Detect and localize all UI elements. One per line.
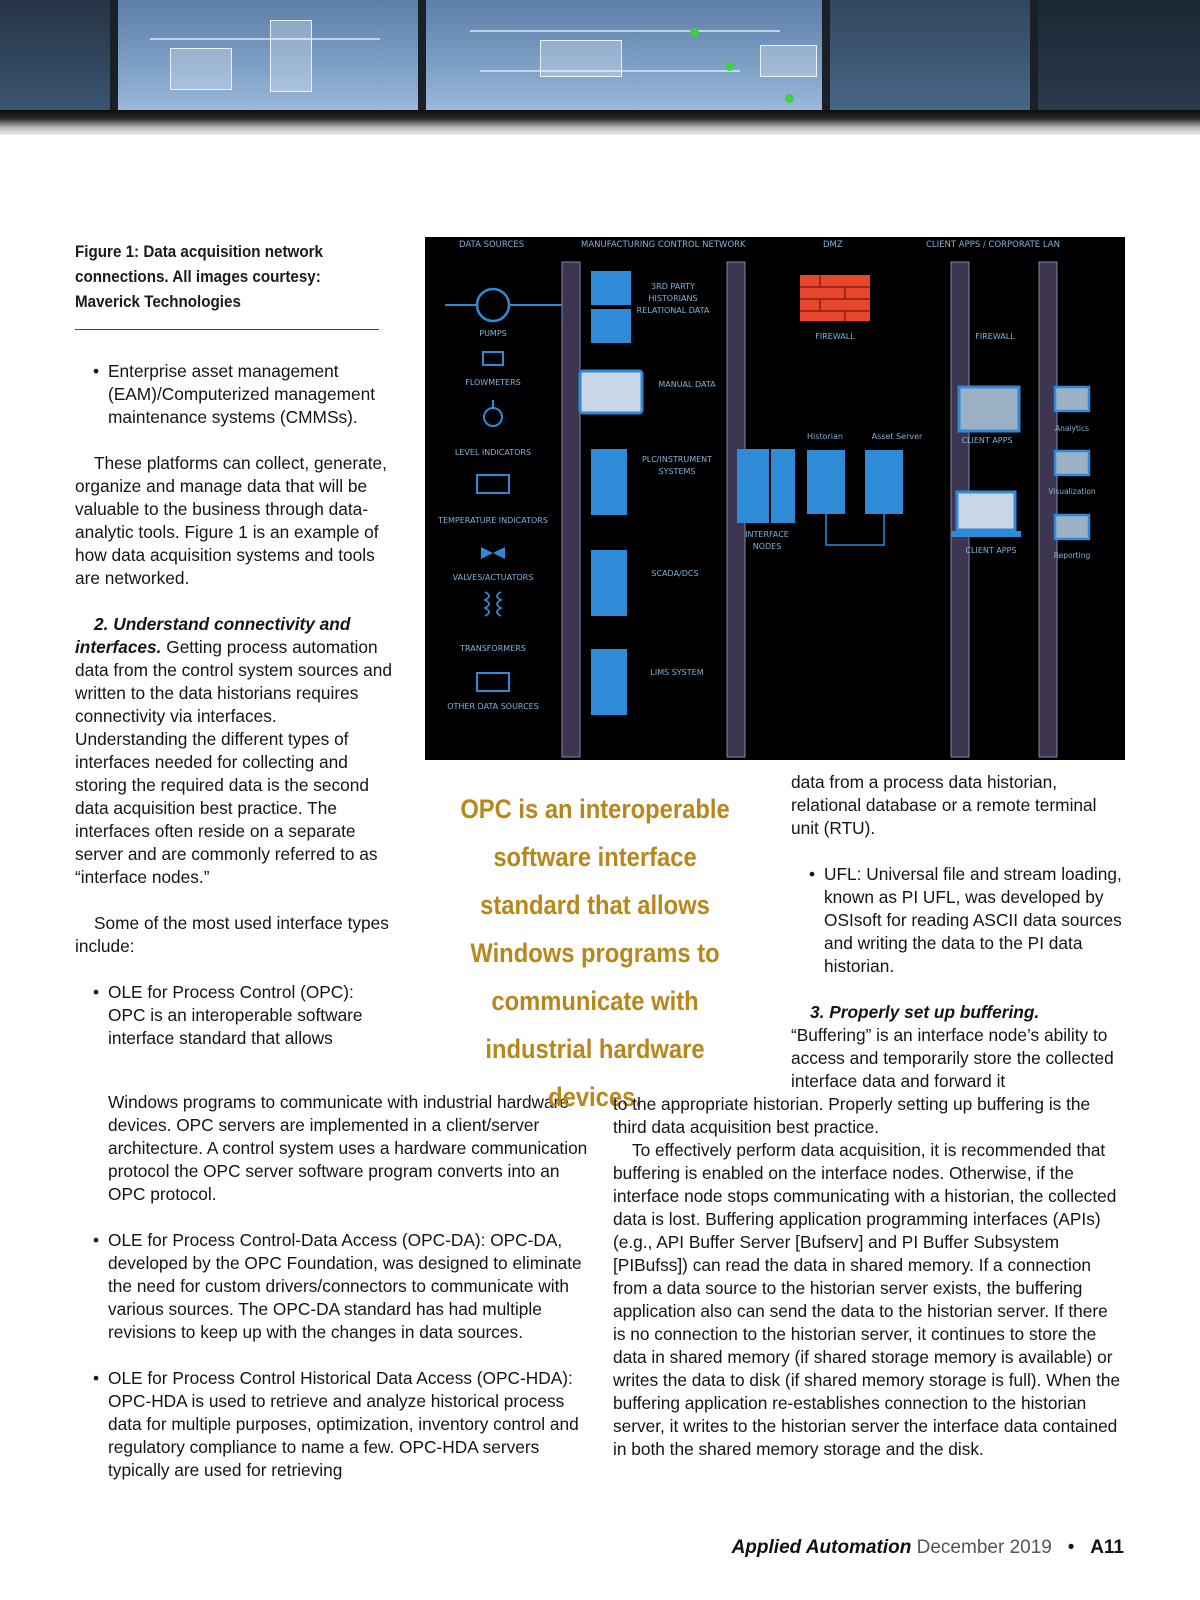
visualization-monitor-icon [1055,451,1089,475]
bullet-marker: • [93,982,100,1002]
bullet-opc-lead [75,981,393,1050]
historian-label: Historian [807,432,843,441]
bullet-marker: • [93,1368,100,1388]
source-label-level: LEVEL INDICATORS [454,448,532,457]
transformer-icon [485,592,501,616]
bullet-opc-hda-text: OLE for Process Control Historical Data Access (OPC-HDA): OPC-HDA is used to retrieve and analyze historical process data for multiple purposes, optimization, inventory control and regulatory compliance to name a few. OPC-HDA servers typically are used for retrieving [108,1368,579,1480]
step3-heading [791,1001,1126,1024]
plc-server-icon [591,449,627,515]
interface-node-rack-2 [771,449,795,523]
col-header-1: DATA SOURCES [459,240,525,250]
bullet-opc-hda [75,1367,595,1482]
footer-separator: • [1067,1537,1075,1558]
client-desktop-icon [959,387,1019,431]
step3-heading-text: 3. Properly set up buffering. [810,1002,1040,1022]
right-app-label-visualization: Visualization [1048,487,1096,496]
bullet-opc-lead-text: OLE for Process Control (OPC): OPC is an interoperable software interface standard that allows [108,982,363,1048]
figure-caption: Figure 1: Data acquisition network connections. All images courtesy: Maverick Technologies [75,243,323,311]
source-label-flowmeters: FLOWMETERS [465,378,521,387]
step2-body: Getting process automation data from the control system sources and written to the data historians requires connectivity via interfaces. Understanding the different types of interfaces needed for collecting and storing the required data is the second data acquisition best practice. The interfaces often reside on a separate server and are commonly referred to as “interface nodes.” [75,637,392,887]
right-app-label-analytics: Analytics [1054,424,1090,433]
valve-icon [481,547,505,559]
bullet-eam [75,360,393,429]
bullet-opc-rest: Windows programs to communicate with industrial hardware devices. OPC servers are implemented in a client/server architecture. A control system uses a hardware communication protocol the OPC server software program converts into an OPC protocol. [108,1092,588,1204]
left-column [75,360,393,1050]
firewall-icon [800,275,870,321]
right-app-label-reporting: Reporting [1053,551,1091,560]
issue-date: December 2019 [916,1537,1052,1558]
third-party-label-3: RELATIONAL DATA [636,306,710,315]
right-wide-column [613,1093,1125,1461]
col-header-3: DMZ [823,240,843,250]
third-party-server-2 [591,309,631,343]
para-buffer: To effectively perform data acquisition, it is recommended that buffering is enabled on the interface nodes. Otherwise, if the interface node stops communicating with a historian, the collected data is lost. Buffering application programming interfaces (APIs) (e.g., API Buffer Server [Bufserv] and PI Buffer Subsystem [PIBufss]) can read the data in shared memory. If a connection from a data source to the historian server exists, the buffering application also can send the data to the historian server. If there is no connection to the historian server, it continues to store the data in shared memory (if shared storage memory is available) or writes the data to disk (if shared memory storage is full). When the buffering application re-establishes connection to the historian server, it writes to the historian server the interface data contained in both the shared memory storage and the disk. [613,1140,1121,1459]
level-indicator-icon [484,408,502,426]
page-number: A11 [1090,1537,1124,1558]
source-label-transformers: TRANSFORMERS [460,644,526,653]
interface-node-rack-1 [737,449,769,523]
header-photo [0,0,1200,135]
pump-icon [477,289,509,321]
lims-server-icon [591,649,627,715]
caption-divider [75,329,379,330]
third-party-server-1 [591,271,631,305]
bullet-marker: • [93,1230,100,1250]
bar-4 [1039,262,1057,757]
bullet-opc-da [75,1229,595,1344]
analytics-monitor-icon [1055,387,1089,411]
interface-nodes-label-1: INTERFACE [745,530,789,539]
flowmeter-icon [483,352,503,365]
source-label-valves: VALVES/ACTUATORS [452,573,534,582]
scada-server-icon [591,550,627,616]
client-laptop-icon [957,492,1015,530]
step3-rest: to the appropriate historian. Properly setting up buffering is the third data acquisition best practice. [613,1094,1091,1137]
other-source-icon [477,673,509,691]
step3-lead: “Buffering” is an interface node’s ability to access and temporarily store the collected interface data and forward it [791,1025,1114,1091]
source-label-other: OTHER DATA SOURCES [447,702,539,711]
scada-label: SCADA/DCS [651,569,699,578]
third-party-label-2: HISTORIANS [648,294,698,303]
interface-nodes-label-2: NODES [752,542,782,551]
source-label-pumps: PUMPS [479,329,507,338]
client-apps-label-2: CLIENT APPS [965,546,1017,555]
right-column [791,771,1126,1093]
third-party-label-1: 3RD PARTY [651,282,695,291]
pull-quote: OPC is an interoperable software interface standard that allows Windows programs to communicate with industrial hardware devices. [460,794,730,1112]
asset-server-icon [865,450,903,514]
source-label-temperature: TEMPERATURE INDICATORS [438,516,548,525]
magazine-name: Applied Automation [731,1537,912,1558]
manual-data-tablet-icon [580,371,642,413]
historian-server-icon [807,450,845,514]
para-continued: data from a process data historian, relational database or a remote terminal unit (RTU). [791,772,1097,838]
temperature-icon [477,475,509,493]
network-diagram [425,237,1125,760]
bullet-ufl [791,863,1126,978]
firewall-label-dmz: FIREWALL [815,332,855,341]
para-platforms: These platforms can collect, generate, organize and manage data that will be valuable to the business through data-analytic tools. Figure 1 is an example of how data acquisition systems and tools are networked. [75,453,387,588]
manual-data-label: MANUAL DATA [658,380,716,389]
firewall-label-lan: FIREWALL [975,332,1015,341]
bullet-marker: • [93,361,100,381]
col-header-4: CLIENT APPS / CORPORATE LAN [926,240,1060,250]
bullet-opc-da-text: OLE for Process Control-Data Access (OPC-DA): OPC-DA, developed by the OPC Foundation, was designed to eliminate the need for custom drivers/connectors to communicate with various sources. The OPC-DA standard has had multiple revisions to keep up with the changes in data sources. [108,1230,582,1342]
para-types: Some of the most used interface types include: [75,913,389,956]
bar-1 [562,262,580,757]
lims-label: LIMS SYSTEM [650,668,704,677]
plc-label-2: SYSTEMS [658,467,696,476]
bullet-eam-text: Enterprise asset management (EAM)/Computerized management maintenance systems (CMMSs). [108,361,376,427]
bullet-ufl-text: UFL: Universal file and stream loading, known as PI UFL, was developed by OSIsoft for reading ASCII data sources and writing the data to the PI data historian. [824,864,1122,976]
plc-label-1: PLC/INSTRUMENT [641,455,713,464]
bullet-marker: • [809,864,816,884]
asset-server-label: Asset Server [871,432,923,441]
step2-heading: 2. Understand connectivity and interfaces. [75,614,351,657]
reporting-monitor-icon [1055,515,1089,539]
page-footer [732,1537,1124,1559]
para-step2 [75,613,393,889]
client-apps-label-1: CLIENT APPS [961,436,1013,445]
left-wide-bullets [75,1091,595,1482]
col-header-2: MANUFACTURING CONTROL NETWORK [581,240,746,250]
